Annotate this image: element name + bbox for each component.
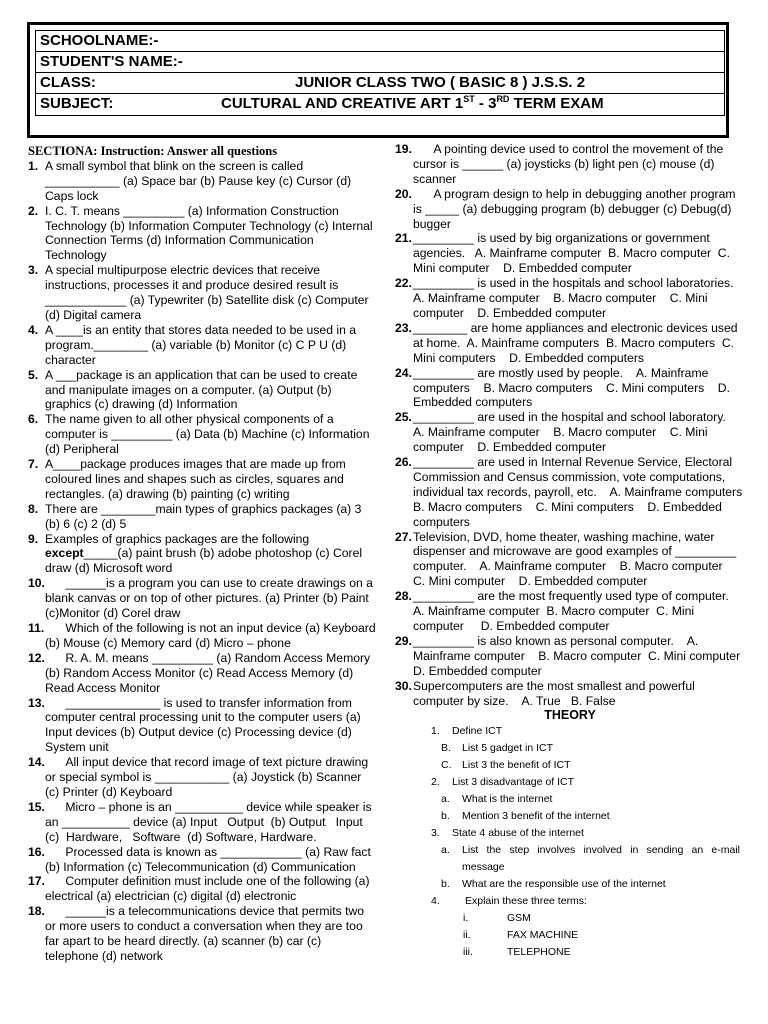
- question-number: 8.: [28, 501, 39, 516]
- theory-item: [395, 910, 745, 927]
- theory-marker: 2.: [431, 776, 440, 789]
- question-item: [28, 412, 378, 457]
- question-item: [28, 621, 378, 651]
- question-item: [395, 589, 745, 634]
- question-number: 11.: [28, 621, 45, 635]
- question-item: [395, 679, 745, 709]
- theory-text: List 3 disadvantage of ICT: [452, 776, 574, 789]
- theory-item: [395, 808, 745, 825]
- question-text: Supercomputers are the most smallest and powerful computer by size. A. True B. False: [413, 678, 699, 708]
- question-emphasis: except: [45, 546, 84, 561]
- theory-marker: i.: [463, 912, 469, 925]
- question-number: 2.: [28, 203, 39, 218]
- question-text: Television, DVD, home theater, washing machine, water dispenser and microwave are good examples of _________ computer. A. Mainframe computer B. Macro computer C. Mini computer D. Embedded computer: [413, 529, 740, 589]
- theory-item: [395, 842, 740, 876]
- theory-text: Explain these three terms:: [465, 895, 587, 908]
- question-text: Examples of graphics packages are the following: [45, 531, 310, 546]
- question-item: [28, 457, 378, 502]
- question-text: Processed data is known as ____________ (a) Raw fact (b) Information (c) Telecommunication (d) Communication: [45, 844, 375, 874]
- question-number: 13.: [28, 695, 45, 710]
- question-text: _____(a) paint brush (b) adobe photoshop (c) Corel draw (d) Microsoft word: [45, 546, 363, 576]
- question-text: There are ________main types of graphics packages (a) 3 (b) 6 (c) 2 (d) 5: [45, 501, 365, 531]
- class-label: CLASS:: [40, 74, 96, 91]
- question-item: [395, 321, 745, 366]
- theory-marker: iii.: [463, 946, 473, 959]
- question-text: ______is a program you can use to create drawings on a blank canvas or on top of other pictures. (a) Printer (b) Paint (c)Monitor (d) Corel draw: [45, 576, 377, 621]
- question-number: 19.: [395, 142, 412, 156]
- theory-list: [395, 723, 745, 961]
- theory-marker: a.: [441, 793, 450, 806]
- theory-item: [395, 757, 745, 774]
- theory-marker: 1.: [431, 725, 440, 738]
- question-item: [28, 204, 378, 264]
- theory-text: TELEPHONE: [507, 946, 571, 959]
- theory-text: What is the internet: [462, 793, 553, 806]
- question-text: _________ is used in the hospitals and school laboratories. A. Mainframe computer B. Macro computer C. Mini computer D. Embedded computer: [413, 276, 743, 320]
- subject-label: SUBJECT:: [40, 95, 114, 112]
- theory-item: [395, 927, 745, 944]
- theory-text: Mention 3 benefit of the internet: [462, 810, 610, 823]
- theory-marker: b.: [441, 810, 450, 823]
- question-number: 28.: [395, 589, 412, 604]
- question-number: 21.: [395, 231, 412, 246]
- theory-item: [395, 876, 745, 893]
- question-item: [395, 633, 758, 679]
- theory-text: List 5 gadget in ICT: [462, 742, 554, 755]
- subject-row: [35, 93, 725, 116]
- question-number: 16.: [28, 844, 45, 859]
- question-item: [28, 323, 378, 368]
- question-text: A pointing device used to control the movement of the cursor is ______ (a) joysticks (b) light pen (c) mouse (d) scanner: [413, 142, 727, 186]
- question-item: [28, 874, 378, 904]
- question-number: 20.: [395, 186, 412, 201]
- question-number: 27.: [395, 529, 412, 544]
- question-item: [28, 800, 378, 845]
- question-number: 30.: [395, 678, 412, 693]
- question-number: 24.: [395, 365, 412, 380]
- question-text: A special multipurpose electric devices that receive instructions, processes it and produce desired result is ____________ (a) Typewriter (b) Satellite disk (c) Computer (d) Digital camera: [45, 263, 372, 322]
- question-item: [395, 231, 745, 276]
- question-item: [395, 410, 745, 455]
- question-text: _________ are used in Internal Revenue Service, Electoral Commission and Census commission, vote computations, individual tax records, payroll, etc. A. Mainframe computers B. Macro computers C. Mini computers D. Embedded computers: [413, 455, 756, 529]
- question-number: 10.: [28, 576, 45, 591]
- student-name-row: [35, 51, 725, 73]
- left-column: [28, 142, 378, 964]
- question-text: A ____is an entity that stores data needed to be used in a program.________ (a) variable (b) Monitor (c) C P U (d) character: [45, 322, 360, 367]
- question-number: 23.: [395, 320, 412, 335]
- theory-item: [395, 723, 745, 740]
- theory-item: [395, 791, 745, 808]
- subject-value: CULTURAL AND CREATIVE ART 1ST - 3RD TERM EXAM: [221, 94, 604, 112]
- question-number: 14.: [28, 755, 45, 770]
- question-text: _________ is also known as personal computer. A. Mainframe computer B. Macro computer C. Mini computer D. Embedded computer: [413, 633, 758, 678]
- question-text: A____package produces images that are made up from coloured lines and shapes such as circles, squares and rectangles. (a) drawing (b) painting (c) writing: [45, 457, 350, 501]
- student-name-label: STUDENT'S NAME:-: [40, 53, 183, 70]
- class-row: [35, 72, 725, 94]
- question-text: A ___package is an application that can be used to create and manipulate images on a computer. (a) Output (b) graphics (c) drawing (d) Information: [45, 367, 361, 412]
- theory-text: FAX MACHINE: [507, 929, 579, 942]
- question-text: A small symbol that blink on the screen is called ___________ (a) Space bar (b) Pause key (c) Cursor (d) Caps lock: [45, 158, 355, 203]
- theory-item: [395, 944, 745, 961]
- question-number: 3.: [28, 263, 39, 278]
- theory-marker: b.: [441, 878, 450, 891]
- right-question-list: [395, 142, 758, 708]
- question-text: R. A. M. means _________ (a) Random Access Memory (b) Random Access Monitor (c) Read Access Memory (d) Read Access Monitor: [45, 650, 374, 695]
- section-a-title: SECTIONA: Instruction: Answer all questions: [28, 144, 278, 158]
- question-item: [28, 368, 378, 413]
- question-item: [28, 502, 378, 532]
- question-number: 1.: [28, 158, 39, 173]
- question-number: 25.: [395, 410, 412, 425]
- theory-item: [395, 893, 745, 910]
- question-text: ________ are home appliances and electronic devices used at home. A. Mainframe computers B. Macro computers C. Mini computers D. Embedded computers: [413, 320, 741, 365]
- theory-text: GSM: [507, 912, 531, 925]
- question-text: A program design to help in debugging another program is _____ (a) debugging program (b) debugger (c) Debug(d) bugger: [413, 186, 739, 231]
- question-number: 4.: [28, 322, 39, 337]
- question-text: I. C. T. means _________ (a) Information Construction Technology (b) Information Computer Technology (c) Internal Connection Terms (d) Information Communication Technology: [45, 203, 377, 263]
- question-item: [28, 845, 378, 875]
- question-text: Which of the following is not an input device (a) Keyboard (b) Mouse (c) Memory card (d) Micro – phone: [45, 621, 379, 650]
- exam-header-box: [27, 22, 729, 138]
- question-item: [28, 159, 378, 204]
- question-item: [395, 187, 745, 232]
- theory-text: List 3 the benefit of ICT: [462, 759, 571, 772]
- theory-marker: ii.: [463, 929, 471, 942]
- question-number: 17.: [28, 874, 45, 889]
- question-text: _________ are mostly used by people. A. Mainframe computers B. Macro computers C. Mini computers D. Embedded computers: [413, 365, 734, 410]
- question-number: 12.: [28, 650, 45, 665]
- question-item: [28, 696, 378, 756]
- question-item: [395, 142, 745, 187]
- question-text: _________ are used in the hospital and school laboratory. A. Mainframe computer B. Macro computer C. Mini computer D. Embedded computer: [413, 410, 739, 455]
- theory-text: State 4 abuse of the internet: [452, 827, 584, 840]
- question-number: 9.: [28, 531, 39, 546]
- question-item: [28, 651, 378, 696]
- theory-marker: a.: [441, 844, 450, 857]
- question-text: The name given to all other physical components of a computer is _________ (a) Data (b) Machine (c) Information (d) Peripheral: [45, 412, 373, 457]
- theory-item: [395, 774, 745, 791]
- question-text: Micro – phone is an __________ device while speaker is an __________ device (a) Input Output (b) Output Input (c) Hardware, Software (d) Software, Hardware.: [45, 799, 375, 844]
- theory-marker: 4.: [431, 895, 440, 908]
- question-text: ______is a telecommunications device that permits two or more users to conduct a conversation when they are too far apart to be heard directly. (a) scanner (b) car (c) telephone (d) network: [45, 904, 368, 963]
- question-text: ______________ is used to transfer information from computer central processing unit to the computer users (a) Input devices (b) Output device (c) Processing device (d) System unit: [45, 695, 365, 755]
- question-number: 22.: [395, 276, 412, 291]
- theory-text: List the step involves involved in sending an e-mail message: [462, 844, 740, 874]
- question-item: [395, 455, 756, 530]
- class-value: JUNIOR CLASS TWO ( BASIC 8 ) J.S.S. 2: [295, 74, 586, 91]
- question-item: [395, 530, 745, 590]
- question-text: All input device that record image of text picture drawing or special symbol is ___________ (a) Joystick (b) Scanner (c) Printer (d) Keyboard: [45, 755, 372, 799]
- question-text: _________ are the most frequently used type of computer. A. Mainframe computer B. Macro computer C. Mini computer D. Embedded computer: [413, 589, 735, 633]
- school-name-label: SCHOOLNAME:-: [40, 32, 159, 49]
- school-name-row: [35, 30, 725, 52]
- question-item: [395, 276, 745, 321]
- question-number: 18.: [28, 904, 45, 919]
- theory-text: What are the responsible use of the internet: [462, 878, 666, 891]
- question-item: [28, 755, 378, 800]
- theory-item: [395, 825, 745, 842]
- question-item: [28, 576, 378, 621]
- question-number: 6.: [28, 412, 39, 427]
- question-item: [395, 366, 745, 411]
- right-column: [395, 142, 758, 961]
- question-number: 7.: [28, 457, 39, 472]
- question-item: [28, 532, 378, 577]
- question-number: 15.: [28, 799, 45, 814]
- question-number: 26.: [395, 455, 412, 470]
- question-text: Computer definition must include one of the following (a) electrical (a) electrician (c) digital (d) electronic: [45, 874, 373, 904]
- question-text: _________ is used by big organizations or government agencies. A. Mainframe computer B. Macro computer C. Mini computer D. Embedded computer: [413, 231, 734, 276]
- question-item: [28, 904, 378, 964]
- question-item: [28, 263, 378, 323]
- theory-marker: 3.: [431, 827, 440, 840]
- theory-title: THEORY: [544, 708, 596, 723]
- theory-text: Define ICT: [452, 725, 503, 738]
- left-question-list: [28, 159, 378, 964]
- question-number: 5.: [28, 367, 39, 382]
- theory-marker: B.: [441, 742, 451, 755]
- theory-marker: C.: [441, 759, 452, 772]
- theory-item: [395, 740, 745, 757]
- question-number: 29.: [395, 633, 412, 648]
